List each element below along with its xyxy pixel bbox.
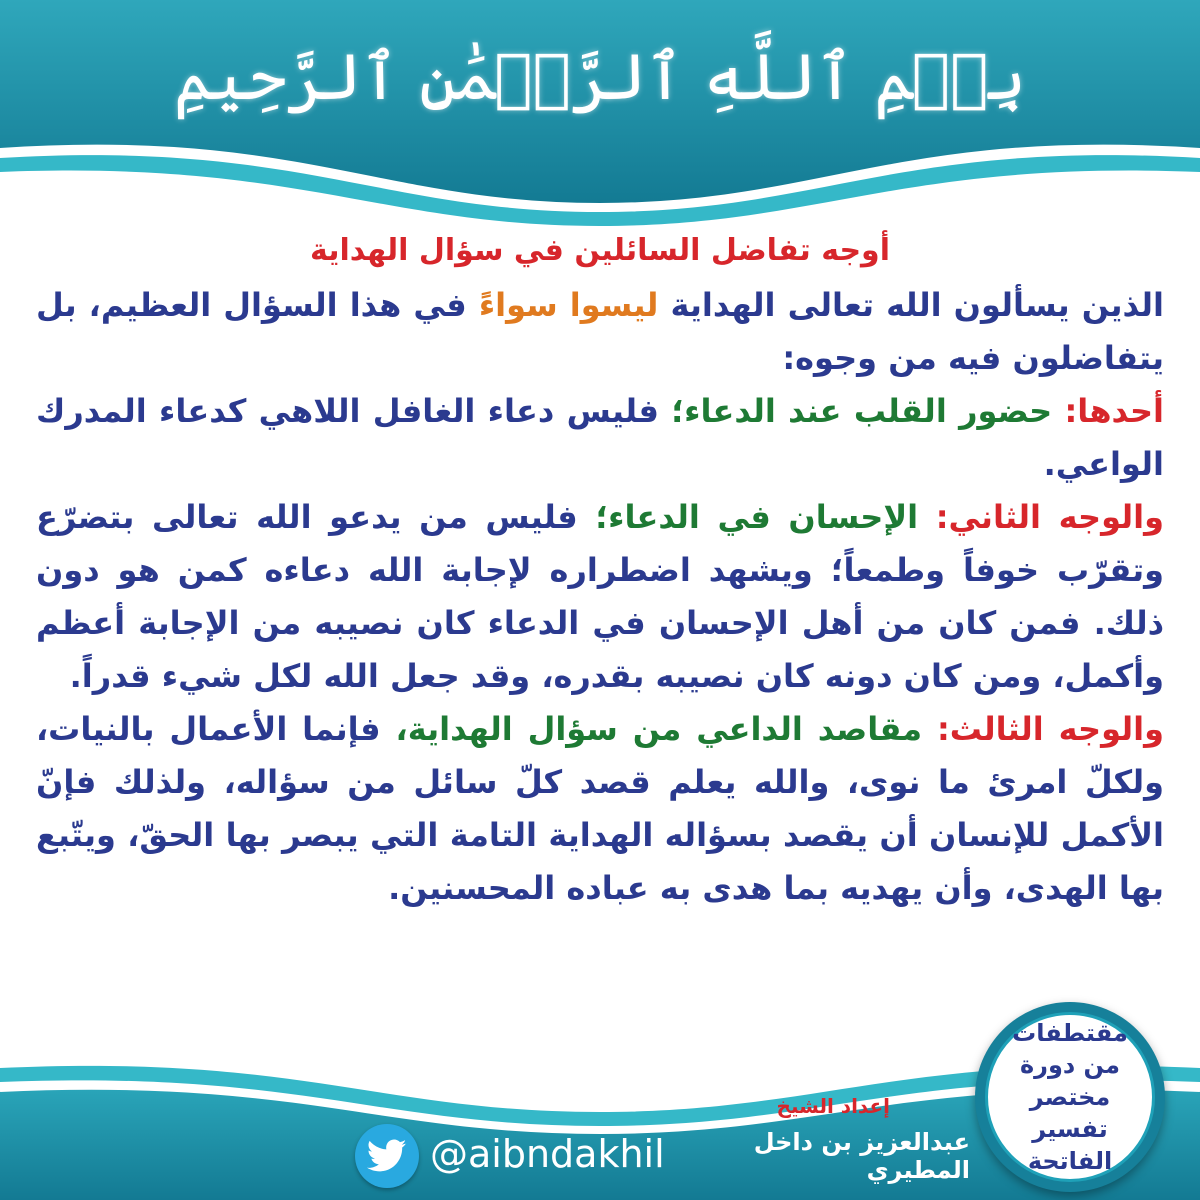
intro-paragraph	[36, 279, 1164, 385]
second-aspect-text: فليس من يدعو الله تعالى بتضرّع وتقرّب خوفاً وطمعاً؛ ويشهد اضطراره لإجابة الله دعاءه كمن هو دون ذلك. فمن كان من أهل الإحسان في الدعاء كان نصيبه من الإجابة أعظم وأكمل، ومن كان دونه كان نصيبه بقدره، وقد جعل الله لكل شيء قدراً.	[36, 498, 1164, 695]
intro-text-1: الذين يسألون الله تعالى الهداية	[658, 286, 1164, 324]
course-seal-inner	[985, 1012, 1155, 1182]
intro-text-2: في هذا السؤال العظيم، بل يتفاضلون فيه من وجوه:	[36, 286, 1164, 377]
third-aspect-highlight: مقاصد الداعي من سؤال الهداية،	[395, 710, 923, 748]
seal-line-4: الفاتحة	[1027, 1147, 1113, 1175]
third-aspect-label: والوجه الثالث:	[922, 710, 1165, 748]
first-aspect-highlight: حضور القلب عند الدعاء؛	[671, 392, 1053, 430]
course-seal	[975, 1002, 1165, 1192]
prepared-by-label: إعداد الشيخ	[776, 1094, 890, 1118]
article-body	[36, 225, 1164, 915]
second-aspect-label: والوجه الثاني:	[918, 498, 1165, 536]
seal-line-3: مختصر تفسير	[1029, 1083, 1111, 1143]
twitter-handle[interactable]: @aibndakhil	[430, 1132, 665, 1176]
header-banner	[0, 0, 1200, 230]
third-aspect-paragraph	[36, 703, 1164, 915]
intro-highlight: ليسوا سواءً	[478, 286, 659, 324]
article-title: أوجه تفاضل السائلين في سؤال الهداية	[310, 233, 890, 268]
first-aspect-text: فليس دعاء الغافل اللاهي كدعاء المدرك الواعي.	[36, 392, 1164, 483]
second-aspect-highlight: الإحسان في الدعاء؛	[595, 498, 919, 536]
second-aspect-paragraph	[36, 491, 1164, 703]
twitter-bird-icon[interactable]	[355, 1124, 419, 1188]
seal-line-1: مقتطفات	[1012, 1019, 1128, 1047]
sheikh-name: عبدالعزيز بن داخل المطيري	[753, 1128, 970, 1184]
third-aspect-text: فإنما الأعمال بالنيات، ولكلّ امرئ ما نوى، والله يعلم قصد كلّ سائل من سؤاله، ولذلك فإنّ الأكمل للإنسان أن يقصد بسؤاله الهداية التامة التي يبصر بها الحقّ، ويتّبع بها الهدى، وأن يهديه بما هدى به عباده المحسنين.	[36, 710, 1164, 907]
seal-line-2: من دورة	[1019, 1051, 1121, 1079]
first-aspect-label: أحدها:	[1052, 392, 1165, 430]
basmala-heading: بِسۡمِ ٱللَّهِ ٱلرَّحۡمَٰنِ ٱلرَّحِيمِ	[173, 41, 1027, 115]
first-aspect-paragraph	[36, 385, 1164, 491]
header-waves	[0, 0, 1200, 230]
twitter-bird-glyph	[367, 1139, 407, 1173]
